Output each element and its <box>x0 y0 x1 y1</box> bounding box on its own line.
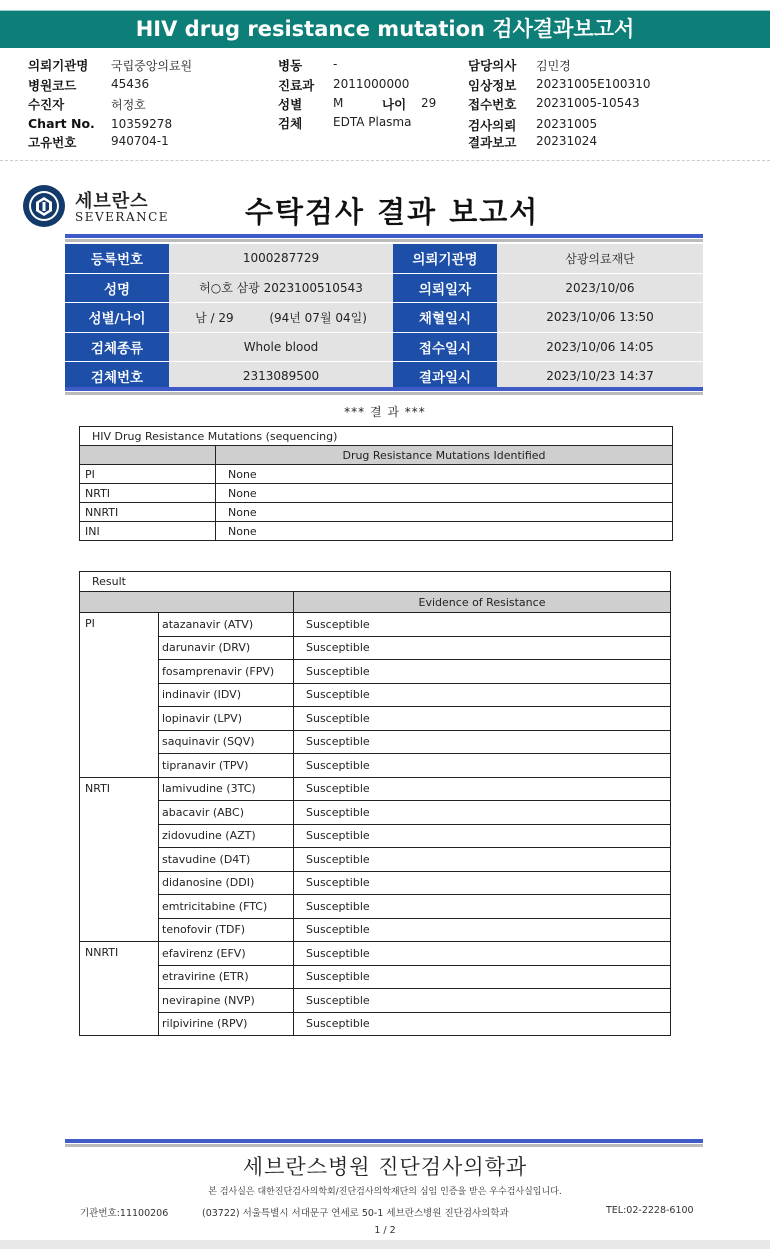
label-receipt-no: 접수번호 <box>468 97 517 112</box>
label-unique-id: 고유번호 <box>28 135 77 150</box>
label-clinical-info: 임상정보 <box>468 78 517 93</box>
info-row <box>65 303 703 333</box>
drug-class: PI <box>80 465 216 484</box>
table-row <box>80 1012 671 1036</box>
table-row <box>80 848 671 872</box>
value-test-request: 20231005 <box>536 117 598 131</box>
value-sex: M <box>333 96 344 110</box>
value-unique-id: 940704-1 <box>111 134 169 148</box>
value-patient: 허정호 <box>111 98 146 112</box>
value-receipt-no: 20231005-10543 <box>536 96 640 110</box>
specimen-info-table <box>65 244 703 392</box>
mutations-class-header <box>80 446 216 465</box>
footer-accreditation-note: 본 검사실은 대한진단검사의학회/진단검사의학재단의 심임 인증을 받은 우수검사실입니다. <box>208 1187 562 1197</box>
info-label: 성명 <box>65 273 169 303</box>
drug-class: NRTI <box>80 484 216 503</box>
table-row <box>80 942 671 966</box>
value-department: 2011000000 <box>333 77 410 91</box>
info-label: 결과일시 <box>393 362 497 392</box>
drug-name: lopinavir (LPV) <box>159 707 294 731</box>
resistance-result: Susceptible <box>294 730 671 754</box>
mutations-column-header: Drug Resistance Mutations Identified <box>216 446 673 465</box>
info-label: 등록번호 <box>65 244 169 273</box>
table-row <box>80 918 671 942</box>
footer-blue-rule <box>65 1139 703 1143</box>
drug-name: atazanavir (ATV) <box>159 613 294 637</box>
drug-name: indinavir (IDV) <box>159 683 294 707</box>
value-ward: - <box>333 57 338 71</box>
top-gray-rule <box>65 239 703 242</box>
footer-title: 세브란스병원 진단검사의학과 <box>242 1155 528 1179</box>
info-value: 1000287729 <box>169 244 393 273</box>
info-label: 채혈일시 <box>393 303 497 333</box>
drug-name: fosamprenavir (FPV) <box>159 660 294 684</box>
drug-class: NRTI <box>80 777 159 942</box>
banner-title: HIV drug resistance mutation 검사결과보고서 <box>0 10 770 48</box>
info-label: 검체번호 <box>65 362 169 392</box>
drug-class: NNRTI <box>80 942 159 1036</box>
info-value: 허○호 삼광 2023100510543 <box>169 273 393 303</box>
label-specimen: 검체 <box>278 116 303 131</box>
info-value: 2313089500 <box>169 362 393 392</box>
info-label: 접수일시 <box>393 332 497 362</box>
info-value: 2023/10/06 <box>497 273 703 303</box>
resistance-result: Susceptible <box>294 636 671 660</box>
table-row <box>80 824 671 848</box>
header-separator <box>0 160 770 161</box>
resistance-result: Susceptible <box>294 683 671 707</box>
table-row <box>80 801 671 825</box>
info-value: 2023/10/06 13:50 <box>497 303 703 333</box>
info-value: 삼광의료재단 <box>497 244 703 273</box>
label-result-report: 결과보고 <box>468 135 517 150</box>
mid-gray-rule <box>65 392 703 395</box>
table-row <box>80 754 671 778</box>
resistance-result: Susceptible <box>294 754 671 778</box>
value-hospital-code: 45436 <box>111 77 150 91</box>
mutation-value: None <box>216 503 673 522</box>
result-class-header <box>80 592 294 613</box>
info-row <box>65 273 703 303</box>
label-sex: 성별 <box>278 97 303 112</box>
resistance-result: Susceptible <box>294 1012 671 1036</box>
page-number: 1 / 2 <box>374 1225 396 1236</box>
yonsei-seal-icon <box>22 184 66 228</box>
result-heading: *** 결 과 *** <box>344 405 426 419</box>
info-label: 검체종류 <box>65 332 169 362</box>
result-column-header: Evidence of Resistance <box>294 592 671 613</box>
table-row <box>80 895 671 919</box>
value-specimen: EDTA Plasma <box>333 115 412 129</box>
info-value: 2023/10/06 14:05 <box>497 332 703 362</box>
label-chart-no: Chart No. <box>28 116 95 131</box>
table-row <box>80 503 673 522</box>
table-row <box>80 683 671 707</box>
footer-address: (03722) 서울특별시 서대문구 연세로 50-1 세브란스병원 진단검사의학과 <box>202 1208 509 1219</box>
footer-org-number: 기관번호:11100206 <box>80 1208 169 1219</box>
sex-age-value: 남 / 29 <box>195 310 234 325</box>
value-clinical-info: 20231005E100310 <box>536 77 651 91</box>
label-ward: 병동 <box>278 58 303 73</box>
report-title: 수탁검사 결과 보고서 <box>245 195 540 229</box>
table-row <box>80 989 671 1013</box>
label-patient: 수진자 <box>28 97 65 112</box>
result-table <box>79 571 671 1036</box>
label-requesting-institution: 의뢰기관명 <box>28 58 89 73</box>
value-requesting-institution: 국립중앙의료원 <box>111 59 193 73</box>
resistance-result: Susceptible <box>294 801 671 825</box>
resistance-result: Susceptible <box>294 895 671 919</box>
info-value: Whole blood <box>169 332 393 362</box>
drug-name: didanosine (DDI) <box>159 871 294 895</box>
table-row <box>80 522 673 541</box>
drug-class: NNRTI <box>80 503 216 522</box>
table-row <box>80 871 671 895</box>
label-department: 진료과 <box>278 78 315 93</box>
drug-name: zidovudine (AZT) <box>159 824 294 848</box>
value-result-report: 20231024 <box>536 134 598 148</box>
value-age: 29 <box>421 96 437 110</box>
table-row <box>80 965 671 989</box>
mutation-value: None <box>216 522 673 541</box>
table-row <box>80 484 673 503</box>
resistance-result: Susceptible <box>294 848 671 872</box>
table-row <box>80 730 671 754</box>
value-doctor: 김민경 <box>536 59 571 73</box>
drug-name: emtricitabine (FTC) <box>159 895 294 919</box>
info-value <box>169 303 393 333</box>
birth-date-value: (94년 07월 04일) <box>269 310 367 325</box>
table-row <box>80 660 671 684</box>
drug-name: etravirine (ETR) <box>159 965 294 989</box>
drug-name: stavudine (D4T) <box>159 848 294 872</box>
label-age: 나이 <box>382 97 407 112</box>
info-row <box>65 244 703 273</box>
info-label: 의뢰일자 <box>393 273 497 303</box>
logo-korean: 세브란스 <box>75 191 149 212</box>
label-test-request: 검사의뢰 <box>468 118 517 133</box>
resistance-result: Susceptible <box>294 965 671 989</box>
drug-name: saquinavir (SQV) <box>159 730 294 754</box>
resistance-result: Susceptible <box>294 918 671 942</box>
label-hospital-code: 병원코드 <box>28 78 77 93</box>
value-chart-no: 10359278 <box>111 117 173 131</box>
info-label: 성별/나이 <box>65 303 169 333</box>
mutations-table-title: HIV Drug Resistance Mutations (sequencing) <box>80 427 673 446</box>
drug-class: PI <box>80 613 159 778</box>
resistance-result: Susceptible <box>294 660 671 684</box>
footer-gray-rule <box>65 1144 703 1147</box>
drug-name: tipranavir (TPV) <box>159 754 294 778</box>
info-value: 2023/10/23 14:37 <box>497 362 703 392</box>
table-row <box>80 636 671 660</box>
resistance-result: Susceptible <box>294 613 671 637</box>
resistance-result: Susceptible <box>294 777 671 801</box>
result-table-title: Result <box>80 572 671 592</box>
resistance-result: Susceptible <box>294 942 671 966</box>
mutation-value: None <box>216 465 673 484</box>
drug-name: darunavir (DRV) <box>159 636 294 660</box>
info-label: 의뢰기관명 <box>393 244 497 273</box>
bottom-bar <box>0 1240 770 1249</box>
drug-name: lamivudine (3TC) <box>159 777 294 801</box>
logo-english: SEVERANCE <box>75 210 170 224</box>
top-blue-rule <box>65 234 703 238</box>
table-row <box>80 777 671 801</box>
table-row <box>80 707 671 731</box>
drug-class: INI <box>80 522 216 541</box>
table-row <box>80 465 673 484</box>
mid-blue-rule <box>65 387 703 391</box>
resistance-result: Susceptible <box>294 824 671 848</box>
drug-name: tenofovir (TDF) <box>159 918 294 942</box>
drug-name: rilpivirine (RPV) <box>159 1012 294 1036</box>
mutations-table <box>79 426 673 541</box>
drug-name: abacavir (ABC) <box>159 801 294 825</box>
footer-telephone: TEL:02-2228-6100 <box>606 1205 694 1216</box>
drug-name: nevirapine (NVP) <box>159 989 294 1013</box>
mutation-value: None <box>216 484 673 503</box>
resistance-result: Susceptible <box>294 707 671 731</box>
drug-name: efavirenz (EFV) <box>159 942 294 966</box>
resistance-result: Susceptible <box>294 871 671 895</box>
info-row <box>65 332 703 362</box>
table-row <box>80 613 671 637</box>
resistance-result: Susceptible <box>294 989 671 1013</box>
label-doctor: 담당의사 <box>468 58 517 73</box>
